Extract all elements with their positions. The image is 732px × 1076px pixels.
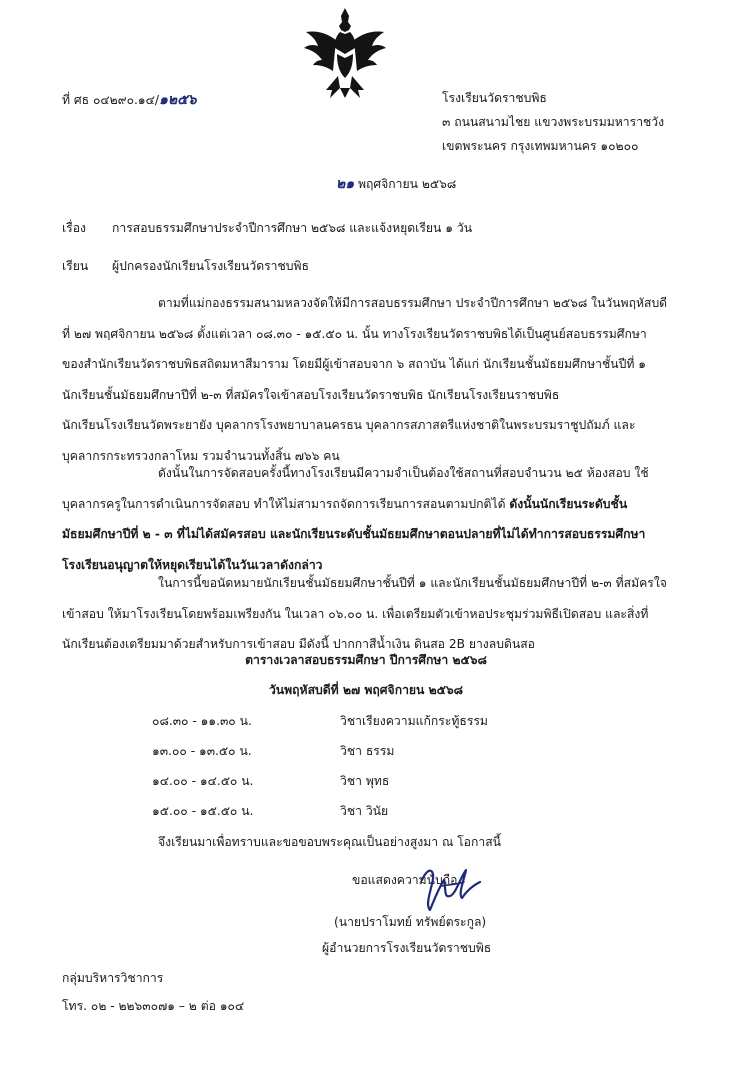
- reference-number: [62, 92, 197, 108]
- schedule-time: ๑๕.๐๐ - ๑๕.๕๐ น.: [152, 804, 254, 818]
- schedule-row: [0, 742, 732, 772]
- recipient-text: ผู้ปกครองนักเรียนโรงเรียนวัดราชบพิธ: [112, 259, 309, 273]
- paragraph-3-line: ในการนี้ขอนัดหมายนักเรียนชั้นมัธยมศึกษาชั้นปีที่ ๑ และนักเรียนชั้นมัธยมศึกษาปีที่ ๒-๓ ที่สมัครใจ: [158, 576, 667, 590]
- schedule-row: [0, 772, 732, 802]
- closing-sentence: จึงเรียนมาเพื่อทราบและขอขอบพระคุณเป็นอย่างสูงมา ณ โอกาสนี้: [158, 835, 501, 849]
- address-line-1: ๓ ถนนสนามไชย แขวงพระบรมมหาราชวัง: [442, 115, 665, 129]
- schedule-time: ๑๔.๐๐ - ๑๔.๕๐ น.: [152, 774, 254, 788]
- school-name: โรงเรียนวัดราชบพิธ: [442, 91, 547, 105]
- paragraph-1-line: นักเรียนโรงเรียนวัดพระยายัง บุคลากรโรงพยาบาลนครธน บุคลากรสภาสตรีแห่งชาติในพระบรมราชูปถัมภ์ และ: [62, 418, 636, 433]
- paragraph-3-line: นักเรียนต้องเตรียมมาด้วยสำหรับการเข้าสอบ มีดังนี้ ปากกาสีน้ำเงิน ดินสอ 2B ยางลบดินสอ: [62, 637, 535, 652]
- paragraph-1-line: ที่ ๒๗ พฤศจิกายน ๒๕๖๘ ตั้งแต่เวลา ๐๘.๓๐ - ๑๕.๕๐ น. นั้น ทางโรงเรียนวัดราชบพิธได้เป็นศูนย์สอบธรรมศึกษา: [62, 326, 647, 341]
- paragraph-1-line: ของสำนักเรียนวัดราชบพิธสถิตมหาสีมาราม โดยมีผู้เข้าสอบจาก ๖ สถาบัน ได้แก่ นักเรียนชั้นมัธยมศึกษาชั้นปีที่ ๑: [62, 357, 647, 372]
- signer-name: (นายปราโมทย์ ทรัพย์ตระกูล): [334, 915, 487, 929]
- letter-date: [336, 176, 456, 192]
- subject-label: เรื่อง: [62, 221, 86, 235]
- paragraph-2-emphasis: ดังนั้นนักเรียนระดับชั้น: [509, 496, 628, 511]
- schedule-subject: วิชา วินัย: [340, 804, 389, 818]
- schedule-row: [0, 802, 732, 832]
- paragraph-2-line: ดังนั้นในการจัดสอบครั้งนี้ทางโรงเรียนมีความจำเป็นต้องใช้สถานที่สอบจำนวน ๒๕ ห้องสอบ ใช้: [158, 466, 649, 480]
- schedule-time: ๑๓.๐๐ - ๑๓.๕๐ น.: [152, 744, 252, 758]
- schedule-time: ๐๘.๓๐ - ๑๑.๓๐ น.: [152, 714, 252, 728]
- signature-icon: [412, 860, 490, 914]
- paragraph-2-text: บุคลากรครูในการดำเนินการจัดสอบ ทำให้ไม่สามารถจัดการเรียนการสอนตามปกติได้: [62, 496, 506, 511]
- signer-title: ผู้อำนวยการโรงเรียนวัดราชบพิธ: [322, 941, 492, 955]
- date-day-handwritten: ๒๑: [336, 176, 355, 192]
- paragraph-2-line: [62, 489, 694, 520]
- phone-number: โทร. ๐๒ - ๒๒๖๓๐๗๑ – ๒ ต่อ ๑๐๔: [62, 999, 245, 1013]
- subject-text: การสอบธรรมศึกษาประจำปีการศึกษา ๒๕๖๘ และแจ้งหยุดเรียน ๑ วัน: [112, 221, 473, 235]
- schedule-subject: วิชาเรียงความแก้กระทู้ธรรม: [340, 714, 488, 728]
- paragraph-1: [62, 288, 694, 472]
- schedule-row: [0, 712, 732, 742]
- paragraph-3-line: เข้าสอบ ให้มาโรงเรียนโดยพร้อมเพรียงกัน ในเวลา ๐๖.๐๐ น. เพื่อเตรียมตัวเข้าหอประชุมร่วมพิธีเปิดสอบ และสิ่งที่: [62, 606, 649, 621]
- recipient-label: เรียน: [62, 259, 89, 273]
- paragraph-1-line: บุคลากรกระทรวงกลาโหม รวมจำนวนทั้งสิ้น ๗๖๖ คน: [62, 448, 340, 463]
- schedule-title: ตารางเวลาสอบธรรมศึกษา ปีการศึกษา ๒๕๖๘: [245, 653, 487, 667]
- reference-number-handwritten: ๑๒๕๖: [158, 92, 197, 108]
- regards: ขอแสดงความนับถือ: [352, 873, 458, 887]
- paragraph-1-line: ตามที่แม่กองธรรมสนามหลวงจัดให้มีการสอบธรรมศึกษา ประจำปีการศึกษา ๒๕๖๘ ในวันพฤหัสบดี: [158, 296, 668, 310]
- paragraph-1-line: นักเรียนชั้นมัธยมศึกษาปีที่ ๒-๓ ที่สมัครใจเข้าสอบโรงเรียนวัดราชบพิธ นักเรียนโรงเรียนราชบพิธ: [62, 387, 560, 402]
- paragraph-3: [62, 568, 694, 660]
- paragraph-2-emphasis-line: โรงเรียนอนุญาตให้หยุดเรียนได้ในวันเวลาดังกล่าว: [62, 557, 323, 572]
- garuda-emblem-icon: [300, 6, 390, 100]
- reference-label: ที่ ศธ ๐๔๒๙๐.๑๔/: [62, 93, 159, 107]
- date-month-year: พฤศจิกายน ๒๕๖๘: [358, 177, 457, 191]
- department: กลุ่มบริหารวิชาการ: [62, 971, 164, 985]
- address-line-2: เขตพระนคร กรุงเทพมหานคร ๑๐๒๐๐: [442, 139, 639, 153]
- schedule-subject: วิชา พุทธ: [340, 774, 390, 788]
- paragraph-2: [62, 458, 694, 580]
- paragraph-2-emphasis-line: มัธยมศึกษาปีที่ ๒ - ๓ ที่ไม่ได้สมัครสอบ และนักเรียนระดับชั้นมัธยมศึกษาตอนปลายที่ไม่ได้ทำการสอบธรรมศึกษา: [62, 527, 646, 542]
- schedule-date: วันพฤหัสบดีที่ ๒๗ พฤศจิกายน ๒๕๖๘: [268, 683, 464, 697]
- schedule-subject: วิชา ธรรม: [340, 744, 395, 758]
